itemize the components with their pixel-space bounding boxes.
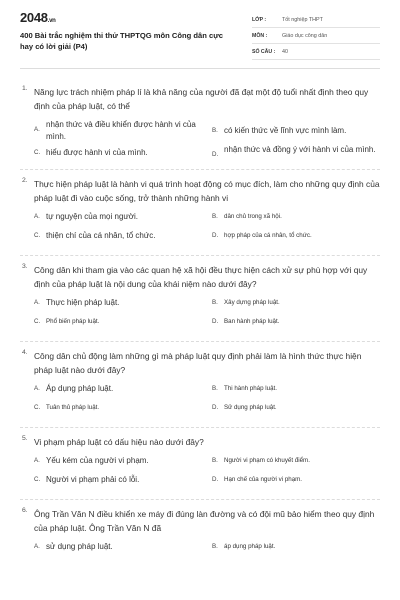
option-c[interactable] — [34, 144, 202, 161]
option-letter: D. — [212, 476, 219, 483]
meta-value: Giáo dục công dân — [282, 32, 328, 39]
option-b[interactable] — [212, 455, 380, 472]
option-text: nhận thức và điều khiển được hành vi của mình. — [46, 120, 196, 141]
header — [0, 0, 400, 66]
question-number: 2. — [22, 177, 28, 184]
option-d[interactable] — [212, 144, 380, 161]
meta-row-grade — [252, 12, 380, 28]
options — [34, 383, 380, 419]
logo-main: 2048 — [20, 10, 48, 25]
question-text: Năng lực trách nhiệm pháp lí là khả năng của người đã đạt một độ tuổi nhất định theo quy định của pháp luật, có thể — [34, 87, 369, 111]
option-letter: B. — [212, 543, 218, 550]
option-letter: B. — [212, 213, 218, 220]
options — [34, 119, 380, 161]
option-text: Thực hiện pháp luật. — [46, 298, 120, 307]
option-a[interactable] — [34, 211, 202, 228]
option-text: Tuân thủ pháp luật. — [46, 404, 100, 411]
option-letter: C. — [34, 232, 41, 239]
option-text: Áp dụng pháp luật. — [46, 384, 114, 393]
option-a[interactable] — [34, 297, 202, 314]
option-text: sử dụng pháp luật. — [46, 542, 113, 551]
option-c[interactable] — [34, 402, 202, 419]
question-text: Vi phạm pháp luật có dấu hiệu nào dưới đây? — [34, 437, 204, 447]
option-letter: A. — [34, 126, 40, 133]
meta-key: SỐ CÂU : — [252, 48, 276, 55]
option-b[interactable] — [212, 383, 380, 400]
option-d[interactable] — [212, 230, 380, 247]
question-1 — [20, 78, 380, 170]
option-text: tự nguyện của mọi người. — [46, 212, 139, 221]
question-number: 1. — [22, 85, 28, 92]
option-letter: C. — [34, 476, 41, 483]
header-divider — [20, 68, 380, 69]
question-2 — [20, 170, 380, 256]
option-text: áp dụng pháp luật. — [224, 543, 276, 550]
question-number: 4. — [22, 349, 28, 356]
option-text: nhận thức và đồng ý với hành vi của mình. — [224, 145, 376, 154]
option-c[interactable] — [34, 474, 202, 491]
option-letter: C. — [34, 404, 41, 411]
option-letter: B. — [212, 127, 218, 134]
option-letter: A. — [34, 385, 40, 392]
option-text: Ban hành pháp luật. — [224, 318, 280, 325]
option-text: Xây dựng pháp luật. — [224, 299, 280, 306]
option-text: Người vi phạm phải có lỗi. — [46, 475, 140, 484]
option-text: Người vi phạm có khuyết điểm. — [224, 457, 310, 464]
question-4 — [20, 342, 380, 428]
option-letter: C. — [34, 149, 41, 156]
option-d[interactable] — [212, 316, 380, 333]
option-a[interactable] — [34, 119, 202, 142]
option-text: Yếu kém của người vi phạm. — [46, 456, 149, 465]
options — [34, 541, 380, 558]
meta-row-count — [252, 44, 380, 60]
option-b[interactable] — [212, 119, 380, 142]
option-text: Thi hành pháp luật. — [224, 385, 277, 392]
option-text: Phổ biến pháp luật. — [46, 318, 100, 325]
option-b[interactable] — [212, 211, 380, 228]
question-list — [0, 78, 400, 566]
option-letter: B. — [212, 457, 218, 464]
question-text: Công dân khi tham gia vào các quan hệ xã hội đều thực hiện cách xử sự phù hợp với quy định của pháp luật là nội dung của khái niệm nào dưới đây? — [34, 265, 368, 289]
option-letter: D. — [212, 232, 219, 239]
option-text: Sử dụng pháp luật. — [224, 404, 277, 411]
option-text: dân chủ trong xã hội. — [224, 213, 282, 220]
option-b[interactable] — [212, 541, 380, 558]
option-a[interactable] — [34, 455, 202, 472]
option-text: Hạn chế của người vi phạm. — [224, 476, 303, 483]
question-6 — [20, 500, 380, 566]
page-title: 400 Bài trắc nghiệm thi thử THPTQG môn Công dân cực hay có lời giải (P4) — [20, 31, 223, 51]
question-number: 3. — [22, 263, 28, 270]
meta-row-subject — [252, 28, 380, 44]
option-text: thiện chí của cá nhân, tổ chức. — [46, 231, 156, 240]
question-text: Công dân chủ động làm những gì mà pháp luật quy định phải làm là hình thức thực hiện pháp luật nào dưới đây? — [34, 351, 362, 375]
question-text: Thực hiện pháp luật là hành vi quá trình hoạt động có mục đích, làm cho những quy định của pháp luật đi vào cuộc sống, trở thành những hành vi — [34, 179, 380, 203]
option-letter: A. — [34, 299, 40, 306]
question-number: 5. — [22, 435, 28, 442]
meta-value: 40 — [282, 48, 288, 55]
options — [34, 211, 380, 247]
options — [34, 297, 380, 333]
logo-tld: .vn — [47, 18, 56, 24]
option-letter: B. — [212, 299, 218, 306]
option-letter: A. — [34, 213, 40, 220]
option-letter: D. — [212, 151, 219, 158]
question-5 — [20, 428, 380, 500]
options — [34, 455, 380, 491]
option-letter: A. — [34, 543, 40, 550]
option-letter: D. — [212, 318, 219, 325]
option-text: có kiến thức về lĩnh vực mình làm. — [224, 125, 347, 135]
question-text: Ông Trần Văn N điều khiển xe máy đi đúng làn đường và có đội mũ bảo hiểm theo quy định của pháp luật. Ông Trần Văn N đã — [34, 509, 375, 533]
option-letter: B. — [212, 385, 218, 392]
option-b[interactable] — [212, 297, 380, 314]
meta-value: Tốt nghiệp THPT — [282, 16, 323, 23]
option-d[interactable] — [212, 402, 380, 419]
option-a[interactable] — [34, 383, 202, 400]
option-c[interactable] — [34, 316, 202, 333]
option-c[interactable] — [34, 230, 202, 247]
quiz-meta — [252, 12, 380, 60]
option-text: hợp pháp của cá nhân, tổ chức. — [224, 232, 312, 239]
option-letter: D. — [212, 404, 219, 411]
question-number: 6. — [22, 507, 28, 514]
meta-key: MÔN : — [252, 32, 268, 39]
meta-key: LỚP : — [252, 16, 267, 23]
option-a[interactable] — [34, 541, 202, 558]
option-text: hiểu được hành vi của mình. — [46, 147, 148, 157]
option-letter: A. — [34, 457, 40, 464]
option-letter: C. — [34, 318, 41, 325]
option-d[interactable] — [212, 474, 380, 491]
question-3 — [20, 256, 380, 342]
